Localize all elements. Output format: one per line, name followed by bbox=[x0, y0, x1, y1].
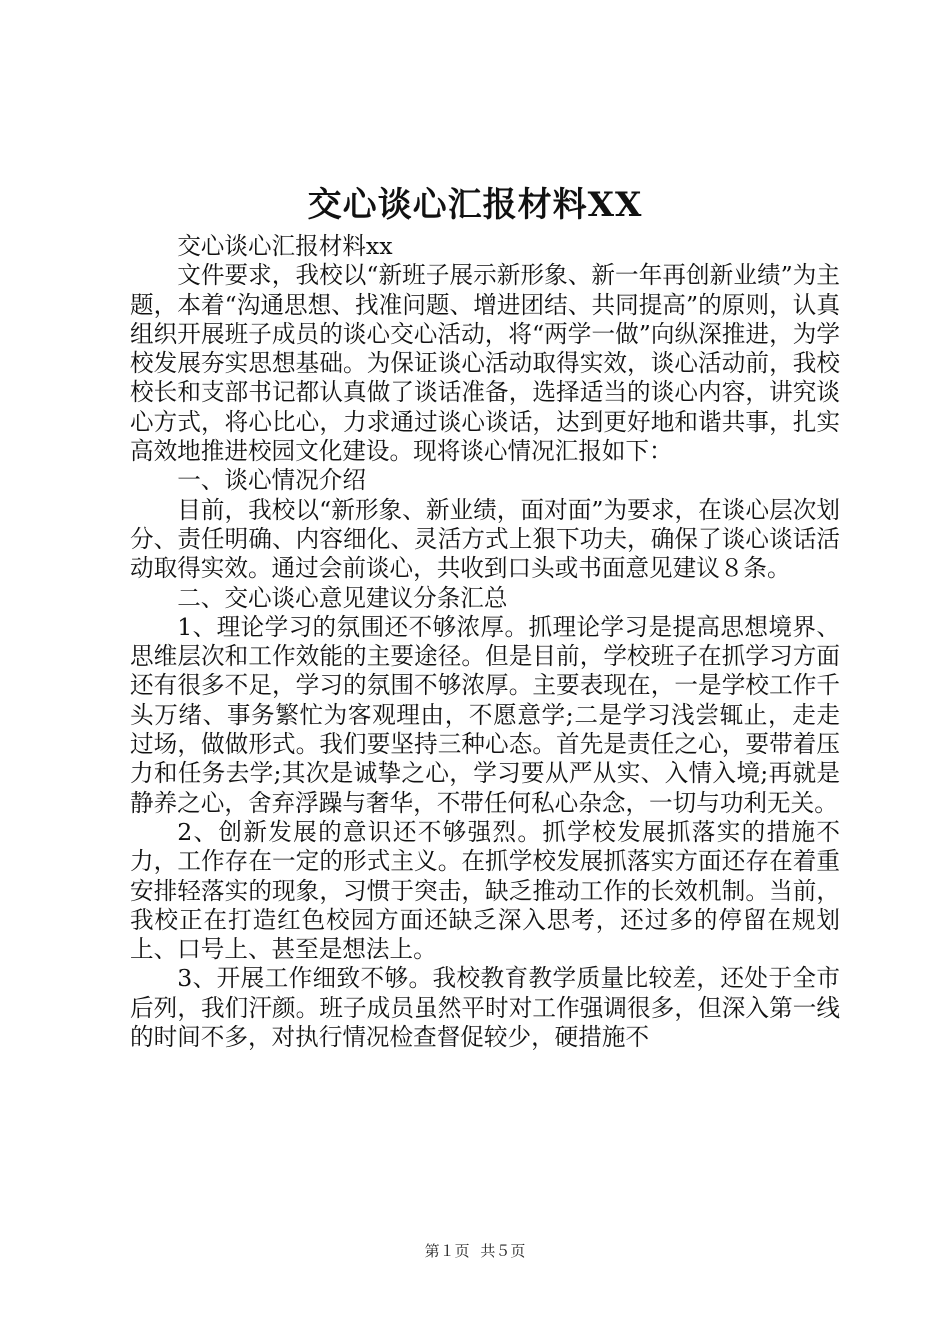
document-body bbox=[130, 232, 840, 1052]
item-3-paragraph: 3、开展工作细致不够。我校教育教学质量比较差，还处于全市后列，我们汗颜。班子成员虽然平时对工作强调很多，但深入第一线的时间不多，对执行情况检查督促较少，硬措施不 bbox=[130, 964, 840, 1052]
page-footer bbox=[0, 1240, 950, 1262]
page-number: 第１页 bbox=[424, 1242, 470, 1260]
section-heading-2: 二、交心谈心意见建议分条汇总 bbox=[177, 583, 508, 612]
subtitle-paragraph: 交心谈心汇报材料xx bbox=[177, 232, 393, 260]
section-heading-1: 一、谈心情况介绍 bbox=[177, 466, 366, 495]
intro-paragraph: 文件要求，我校以“新班子展示新形象、新一年再创新业绩”为主题，本着“沟通思想、找准问题、增进团结、共同提高”的原则，认真组织开展班子成员的谈心交心活动，将“两学一做”向纵深推进，为学校发展夯实思想基础。为保证谈心活动取得实效，谈心活动前，我校校长和支部书记都认真做了谈话准备，选择适当的谈心内容，讲究谈心方式，将心比心，力求通过谈心谈话，达到更好地和谐共事，扎实高效地推进校园文化建设。现将谈心情况汇报如下： bbox=[130, 261, 840, 466]
item-1-paragraph: 1、理论学习的氛围还不够浓厚。抓理论学习是提高思想境界、思维层次和工作效能的主要途径。但是目前，学校班子在抓学习方面还有很多不足，学习的氛围不够浓厚。主要表现在，一是学校工作千头万绪、事务繁忙为客观理由，不愿意学;二是学习浅尝辄止，走走过场，做做形式。我们要坚持三种心态。首先是责任之心，要带着压力和任务去学;其次是诚挚之心，学习要从严从实、入情入境;再就是静养之心，舍弃浮躁与奢华，不带任何私心杂念，一切与功利无关。 bbox=[130, 612, 840, 817]
page-total: 共５页 bbox=[480, 1242, 526, 1260]
item-2-paragraph: 2、创新发展的意识还不够强烈。抓学校发展抓落实的措施不力，工作存在一定的形式主义。在抓学校发展抓落实方面还存在着重安排轻落实的现象，习惯于突击，缺乏推动工作的长效机制。当前，我校正在打造红色校园方面还缺乏深入思考，还过多的停留在规划上、口号上、甚至是想法上。 bbox=[130, 817, 840, 964]
section-1-paragraph: 目前，我校以“新形象、新业绩，面对面”为要求，在谈心层次划分、责任明确、内容细化、灵活方式上狠下功夫，确保了谈心谈话活动取得实效。通过会前谈心，共收到口头或书面意见建议８条。 bbox=[130, 495, 840, 583]
document-title: 交心谈心汇报材料XX bbox=[307, 185, 643, 225]
